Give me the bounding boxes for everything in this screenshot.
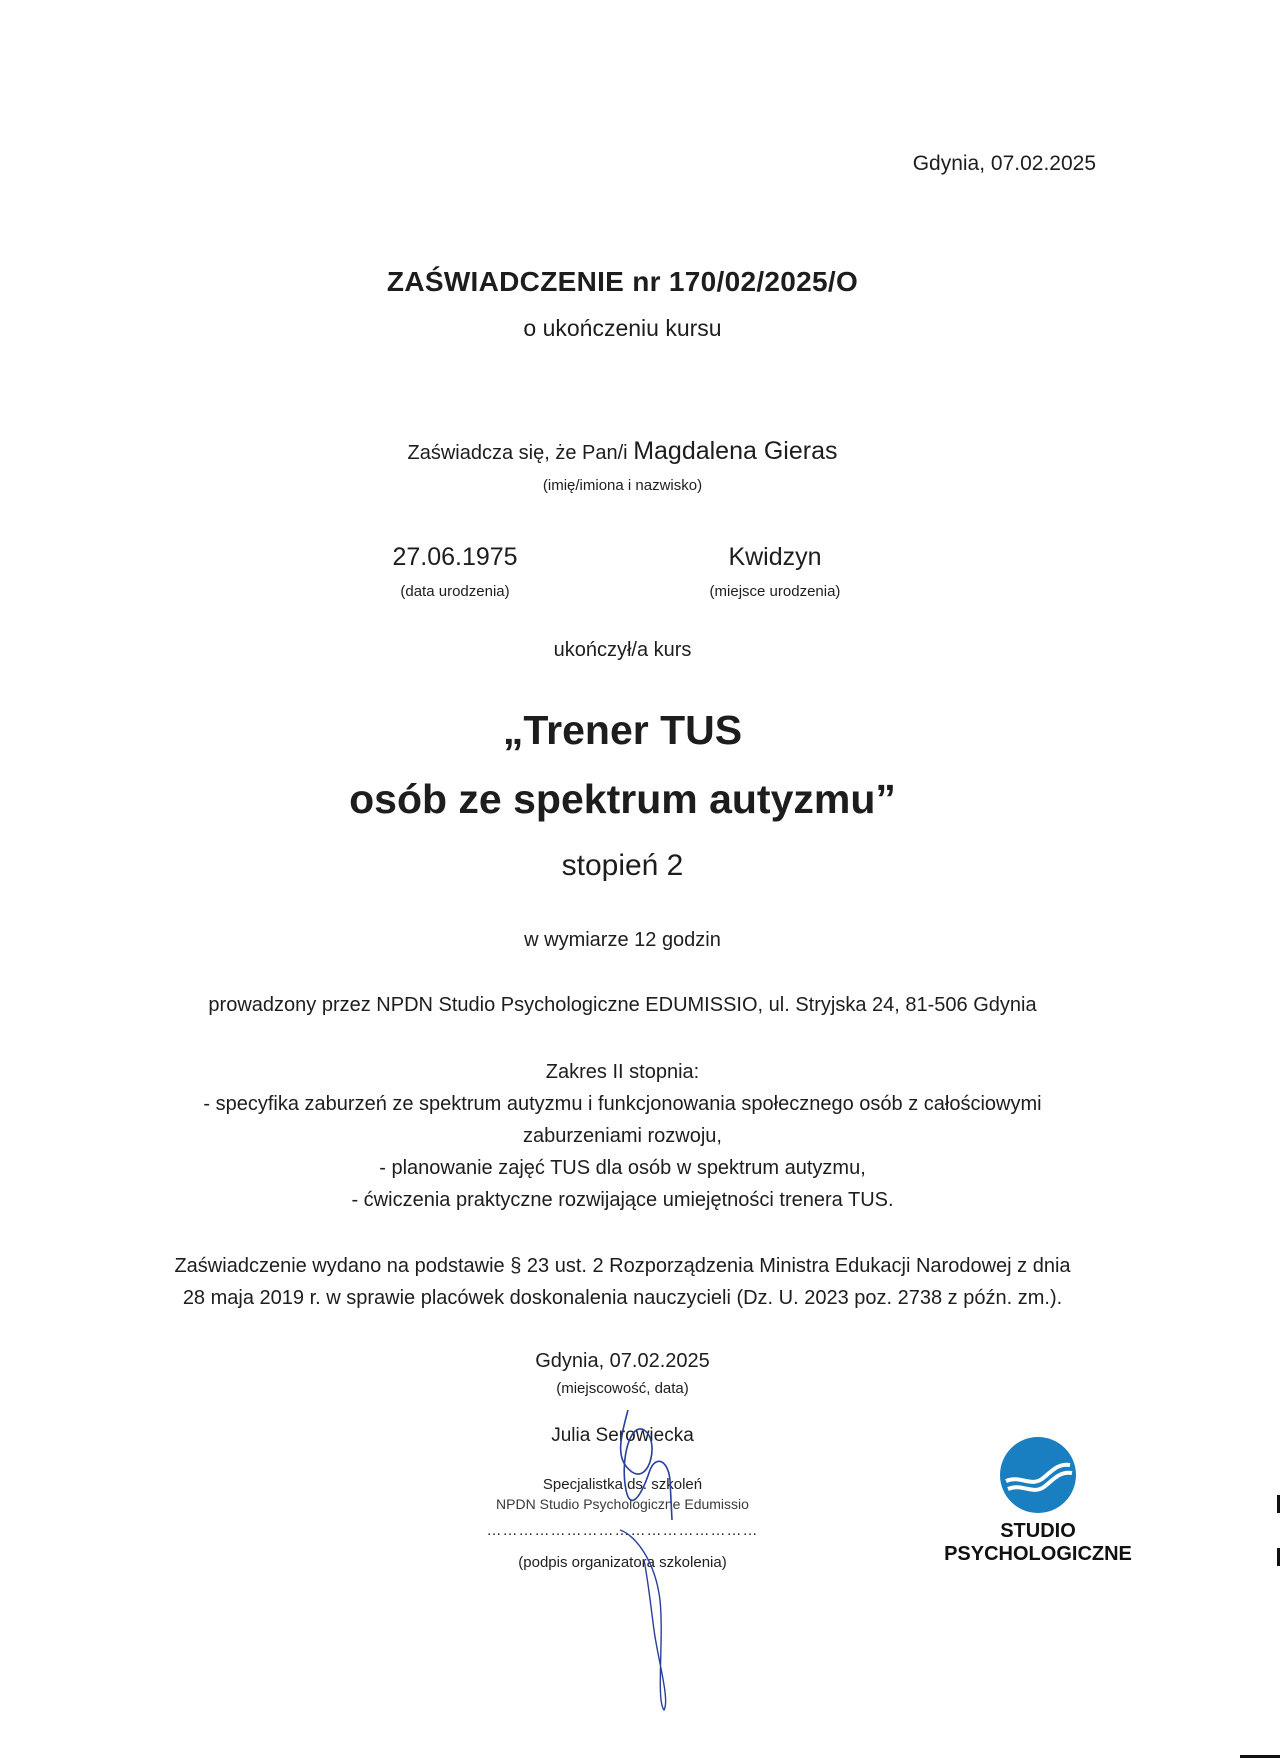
conducted-by: prowadzony przez NPDN Studio Psychologiczne EDUMISSIO, ul. Stryjska 24, 81-506 Gdynia [208, 994, 1037, 1016]
scope-item: - ćwiczenia praktyczne rozwijające umiejętności trenera TUS. [351, 1189, 894, 1211]
scope-item: zaburzeniami rozwoju, [523, 1125, 722, 1147]
legal-basis-line1: Zaświadczenie wydano na podstawie § 23 ust. 2 Rozporządzenia Ministra Edukacji Narodowej z dnia [174, 1255, 1071, 1277]
certificate-subtitle: o ukończeniu kursu [523, 315, 722, 341]
certifies-prefix: Zaświadcza się, że Pan/i [407, 442, 628, 464]
full-name: Magdalena Gieras [633, 437, 838, 465]
scope-item: - planowanie zajęć TUS dla osób w spektrum autyzmu, [379, 1157, 866, 1179]
course-title-line2: osób ze spektrum autyzmu” [349, 776, 896, 822]
legal-basis-line2: 28 maja 2019 r. w sprawie placówek doskonalenia nauczycieli (Dz. U. 2023 poz. 2738 z późn. zm.). [182, 1287, 1063, 1309]
course-title-line1: „Trener TUS [502, 707, 743, 753]
certificate-title: ZAŚWIADCZENIE nr 170/02/2025/O [386, 266, 859, 297]
course-degree: stopień 2 [561, 849, 684, 882]
signer-role: Specjalistka ds. szkoleń [542, 1476, 703, 1493]
logo-circle-icon [998, 1435, 1078, 1515]
logo-line1: STUDIO [1000, 1520, 1076, 1542]
birth-date-label: (data urodzenia) [400, 583, 510, 600]
birth-place: Kwidzyn [728, 543, 822, 571]
scope-item: - specyfika zaburzeń ze spektrum autyzmu i funkcjonowania społecznego osób z całościowymi [203, 1093, 1042, 1115]
certifies-line [0, 437, 1245, 466]
header-place-date: Gdynia, 07.02.2025 [912, 152, 1096, 175]
signature-label: (podpis organizatora szkolenia) [518, 1554, 727, 1571]
studio-logo [938, 1435, 1138, 1566]
course-hours: w wymiarze 12 godzin [524, 929, 721, 951]
scope-title: Zakres II stopnia: [545, 1061, 700, 1083]
signature-dots: …………………………………………… [486, 1522, 759, 1539]
handwritten-signature [560, 1400, 710, 1720]
signature-place-date: Gdynia, 07.02.2025 [535, 1350, 710, 1372]
birth-place-label: (miejsce urodzenia) [709, 583, 841, 600]
logo-line2: PSYCHOLOGICZNE [944, 1543, 1132, 1565]
signature-place-date-label: (miejscowość, data) [556, 1380, 689, 1397]
scan-edge-mark [1240, 1755, 1280, 1758]
birth-date: 27.06.1975 [392, 543, 518, 571]
completed-text: ukończył/a kurs [553, 639, 692, 661]
legal-basis [0, 1250, 1245, 1314]
signer-name: Julia Serowiecka [551, 1425, 694, 1446]
signer-organization: NPDN Studio Psychologiczne Edumissio [496, 1496, 749, 1512]
scope-section [0, 1056, 1245, 1216]
full-name-label: (imię/imiona i nazwisko) [542, 477, 703, 494]
